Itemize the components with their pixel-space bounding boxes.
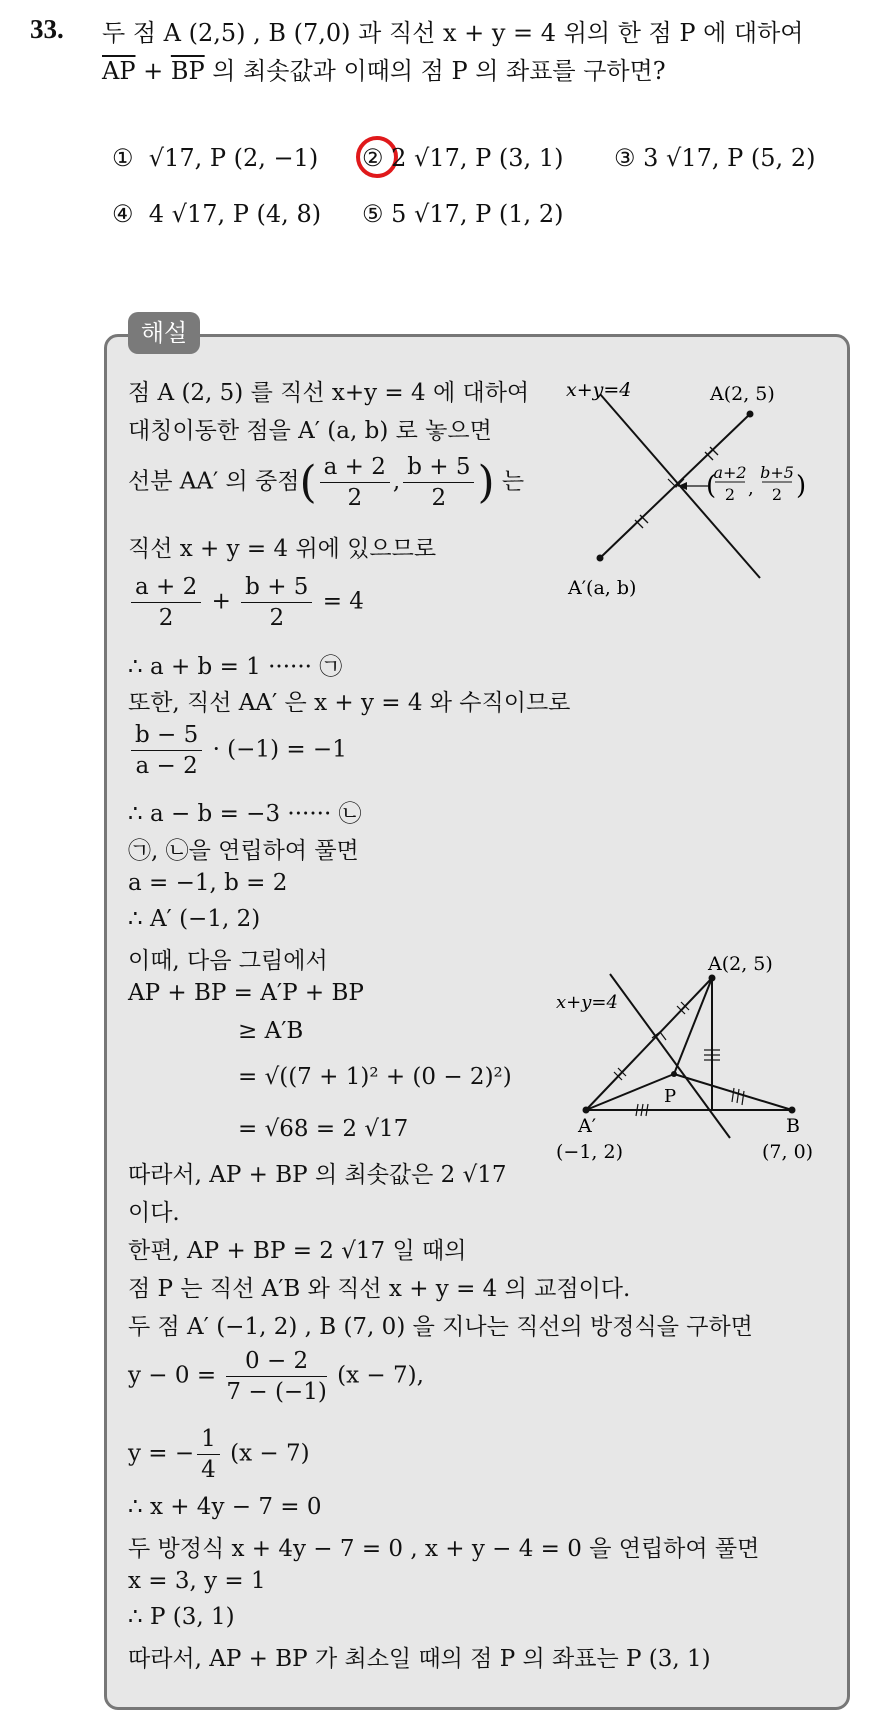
label-b-coord: (7, 0) bbox=[762, 1141, 814, 1163]
sol-line-8: $\frac{b - 5}{a - 2}$ · (−1) = −1 bbox=[128, 720, 347, 781]
sol-line-23: y − 0 = $\frac{0 - 2}{7 - (-1)}$ (x − 7), bbox=[128, 1348, 424, 1405]
label-line: x+y=4 bbox=[556, 992, 618, 1013]
label-a: A(2, 5) bbox=[710, 383, 775, 405]
fraction: $\frac{b - 5}{a - 2}$ bbox=[131, 720, 202, 781]
choice-4-text: 4 √17, P (4, 8) bbox=[148, 200, 322, 228]
question-text bbox=[102, 14, 803, 90]
label-a-prime: A′(a, b) bbox=[568, 577, 637, 599]
question-number: 33. bbox=[30, 14, 64, 44]
sol-line-20: 한편, AP + BP = 2 √17 일 때의 bbox=[128, 1238, 467, 1264]
choice-1-text: √17, P (2, −1) bbox=[148, 144, 319, 172]
choice-5-text: 5 √17, P (1, 2) bbox=[391, 200, 564, 228]
choice-2-text: 2 √17, P (3, 1) bbox=[391, 144, 564, 172]
tick-mark bbox=[732, 1088, 734, 1102]
segment-ap: $\overline{AP}$ bbox=[102, 57, 136, 85]
choice-1[interactable] bbox=[112, 144, 318, 172]
sol-line-15: ≥ A′B bbox=[238, 1018, 304, 1044]
label-line: x+y=4 bbox=[566, 379, 632, 401]
sol-line-25: ∴ x + 4y − 7 = 0 bbox=[128, 1494, 322, 1520]
sol-line-3: 선분 AA′ 의 중점( $\frac{a + 2}{2}$ , $\frac{b + 5}{2}$ ) 는 bbox=[128, 454, 525, 511]
choice-3-text: 3 √17, P (5, 2) bbox=[643, 144, 816, 172]
minimum-path-diagram bbox=[552, 948, 842, 1174]
sol-line-2: 대칭이동한 점을 A′ (a, b) 로 놓으면 bbox=[128, 418, 492, 444]
choice-5[interactable] bbox=[362, 200, 563, 228]
tick-mark bbox=[737, 1089, 739, 1103]
sol-line-22: 두 점 A′ (−1, 2) , B (7, 0) 을 지나는 직선의 방정식을 구하면 bbox=[128, 1314, 753, 1340]
choice-5-number: ⑤ bbox=[362, 200, 384, 228]
sol-line-1: 점 A (2, 5) 를 직선 x+y = 4 에 대하여 bbox=[128, 380, 530, 406]
sol-line-13: 이때, 다음 그림에서 bbox=[128, 948, 328, 974]
sol-line-11: a = −1, b = 2 bbox=[128, 870, 288, 896]
fraction: $\frac{a + 2}{2}$ bbox=[131, 572, 201, 633]
choice-2[interactable] bbox=[362, 144, 563, 172]
sol-line-9: ∴ a − b = −3 ······ ㉡ bbox=[128, 801, 362, 827]
svg-text:,: , bbox=[748, 478, 754, 499]
label-a-prime-coord: (−1, 2) bbox=[556, 1141, 624, 1163]
segment-bp: $\overline{BP}$ bbox=[170, 57, 205, 85]
svg-text:): ) bbox=[796, 471, 807, 501]
svg-text:(: ( bbox=[706, 471, 717, 501]
label-a: A(2, 5) bbox=[708, 953, 773, 975]
point-a-prime bbox=[597, 555, 604, 562]
label-a-prime: A′ bbox=[578, 1115, 597, 1137]
choice-3[interactable] bbox=[614, 144, 815, 172]
sol-line-26: 두 방정식 x + 4y − 7 = 0 , x + y − 4 = 0 을 연립하여 풀면 bbox=[128, 1536, 760, 1562]
sol-line-12: ∴ A′ (−1, 2) bbox=[128, 906, 261, 932]
sol-line-27: x = 3, y = 1 bbox=[128, 1568, 266, 1594]
segment-a-prime-p bbox=[586, 1074, 677, 1110]
sol-line-28: ∴ P (3, 1) bbox=[128, 1604, 235, 1630]
sol-line-24: y = − $\frac{1}{4}$ (x − 7) bbox=[128, 1426, 310, 1483]
mid-frac-1-num: a+2 bbox=[713, 463, 747, 482]
point-a-prime bbox=[583, 1107, 590, 1114]
sol-line-29: 따라서, AP + BP 가 최소일 때의 점 P 의 좌표는 P (3, 1) bbox=[128, 1646, 711, 1672]
reflection-diagram bbox=[560, 372, 842, 608]
sol-line-21: 점 P 는 직선 A′B 와 직선 x + y = 4 의 교점이다. bbox=[128, 1276, 631, 1302]
sol-line-18: 따라서, AP + BP 의 최솟값은 2 √17 bbox=[128, 1162, 507, 1188]
sol-line-17: = √68 = 2 √17 bbox=[238, 1116, 409, 1142]
fraction: $\frac{b + 5}{2}$ bbox=[241, 572, 312, 633]
choice-2-number: ② bbox=[362, 144, 384, 172]
label-p: P bbox=[664, 1086, 677, 1107]
sol-line-10: ㉠, ㉡을 연립하여 풀면 bbox=[128, 838, 359, 864]
sol-line-4: 직선 x + y = 4 위에 있으므로 bbox=[128, 536, 437, 562]
point-a bbox=[747, 411, 754, 418]
choice-1-number: ① bbox=[112, 144, 134, 172]
sol-line-14: AP + BP = A′P + BP bbox=[128, 980, 364, 1006]
mid-frac-2-den: 2 bbox=[771, 485, 783, 504]
fraction: $\frac{a + 2}{2}$ bbox=[320, 452, 390, 513]
choice-3-number: ③ bbox=[614, 144, 636, 172]
mid-frac-1-den: 2 bbox=[724, 485, 736, 504]
tick-mark bbox=[742, 1091, 744, 1105]
sol-line-19: 이다. bbox=[128, 1200, 180, 1226]
sol-line-6: ∴ a + b = 1 ······ ㉠ bbox=[128, 654, 343, 680]
fraction: $\frac{1}{4}$ bbox=[197, 1424, 220, 1485]
solution-tag: 해설 bbox=[128, 312, 200, 354]
sol-line-16: = √((7 + 1)² + (0 − 2)²) bbox=[238, 1064, 512, 1090]
point-b bbox=[789, 1107, 796, 1114]
mid-frac-2-num: b+5 bbox=[760, 463, 794, 482]
question-line-1: 두 점 A (2,5) , B (7,0) 과 직선 x + y = 4 위의 한 점 P 에 대하여 bbox=[102, 19, 804, 47]
sol-line-7: 또한, 직선 AA′ 은 x + y = 4 와 수직이므로 bbox=[128, 690, 571, 716]
question-line-2: $\overline{AP} + \overline{BP}$ 의 최솟값과 이때의 점 P 의 좌표를 구하면? bbox=[102, 57, 666, 85]
label-b: B bbox=[786, 1115, 800, 1137]
choice-4-number: ④ bbox=[112, 200, 134, 228]
choice-4[interactable] bbox=[112, 200, 321, 228]
fraction: $\frac{0 - 2}{7 - (-1)}$ bbox=[226, 1348, 327, 1405]
point-p bbox=[671, 1071, 677, 1077]
sol-line-5: $\frac{a + 2}{2}$ + $\frac{b + 5}{2}$ = 4 bbox=[128, 572, 364, 633]
point-a bbox=[709, 975, 716, 982]
fraction: $\frac{b + 5}{2}$ bbox=[403, 452, 474, 513]
